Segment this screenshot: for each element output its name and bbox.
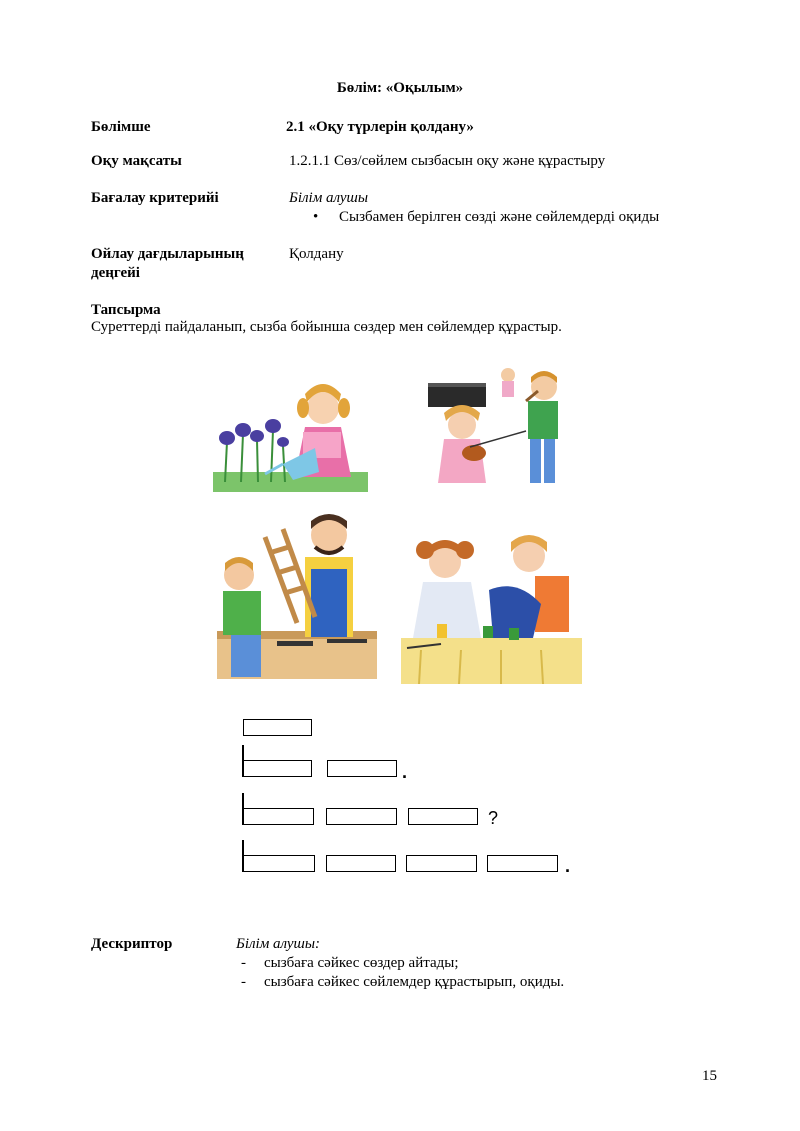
picture-woodwork (217, 513, 377, 679)
scheme-word-box (327, 760, 397, 777)
scheme-word-box (243, 719, 312, 736)
picture-music-children (416, 365, 572, 489)
scheme-word-box (326, 855, 396, 872)
scheme-period-mark: . (565, 856, 571, 876)
objective-value: 1.2.1.1 Сөз/сөйлем сызбасын оқу және құрастыру (289, 153, 606, 169)
objective-label: Оқу мақсаты (91, 153, 182, 169)
thinking-label-line2: деңгейі (91, 265, 140, 281)
thinking-label-line1: Ойлау дағдыларының (91, 246, 244, 262)
subsection-label: Бөлімше (91, 119, 151, 135)
scheme-question-mark: ? (488, 808, 499, 828)
scheme-word-box (326, 808, 397, 825)
scheme-word-box (243, 760, 312, 777)
thinking-value: Қолдану (289, 246, 344, 262)
scheme-word-box (243, 855, 315, 872)
list-dash: - (241, 955, 246, 971)
criteria-intro: Білім алушы (289, 190, 369, 206)
task-heading: Тапсырма (91, 302, 161, 318)
descriptor-item: сызбаға сәйкес сөйлемдер құрастырып, оқиды. (264, 974, 565, 990)
task-text: Суреттерді пайдаланып, сызба бойынша сөздер мен сөйлемдер құрастыр. (91, 319, 562, 335)
subsection-value: 2.1 «Оқу түрлерін қолдану» (286, 119, 474, 135)
descriptor-intro: Білім алушы: (236, 936, 321, 952)
descriptor-item: сызбаға сәйкес сөздер айтады; (264, 955, 459, 971)
criteria-bullet: Сызбамен берілген сөзді және сөйлемдерді оқиды (339, 209, 660, 225)
page-number: 15 (702, 1068, 717, 1084)
scheme-word-box (487, 855, 558, 872)
picture-sewing (401, 520, 582, 684)
bullet-icon: • (313, 209, 319, 225)
picture-watering-flowers (213, 372, 368, 492)
criteria-label: Бағалау критерийі (91, 190, 219, 206)
scheme-word-box (408, 808, 478, 825)
scheme-word-box (406, 855, 477, 872)
list-dash: - (241, 974, 246, 990)
scheme-period-mark: . (402, 762, 408, 782)
section-title: Бөлім: «Оқылым» (336, 80, 464, 96)
descriptor-label: Дескриптор (91, 936, 173, 952)
scheme-word-box (243, 808, 314, 825)
